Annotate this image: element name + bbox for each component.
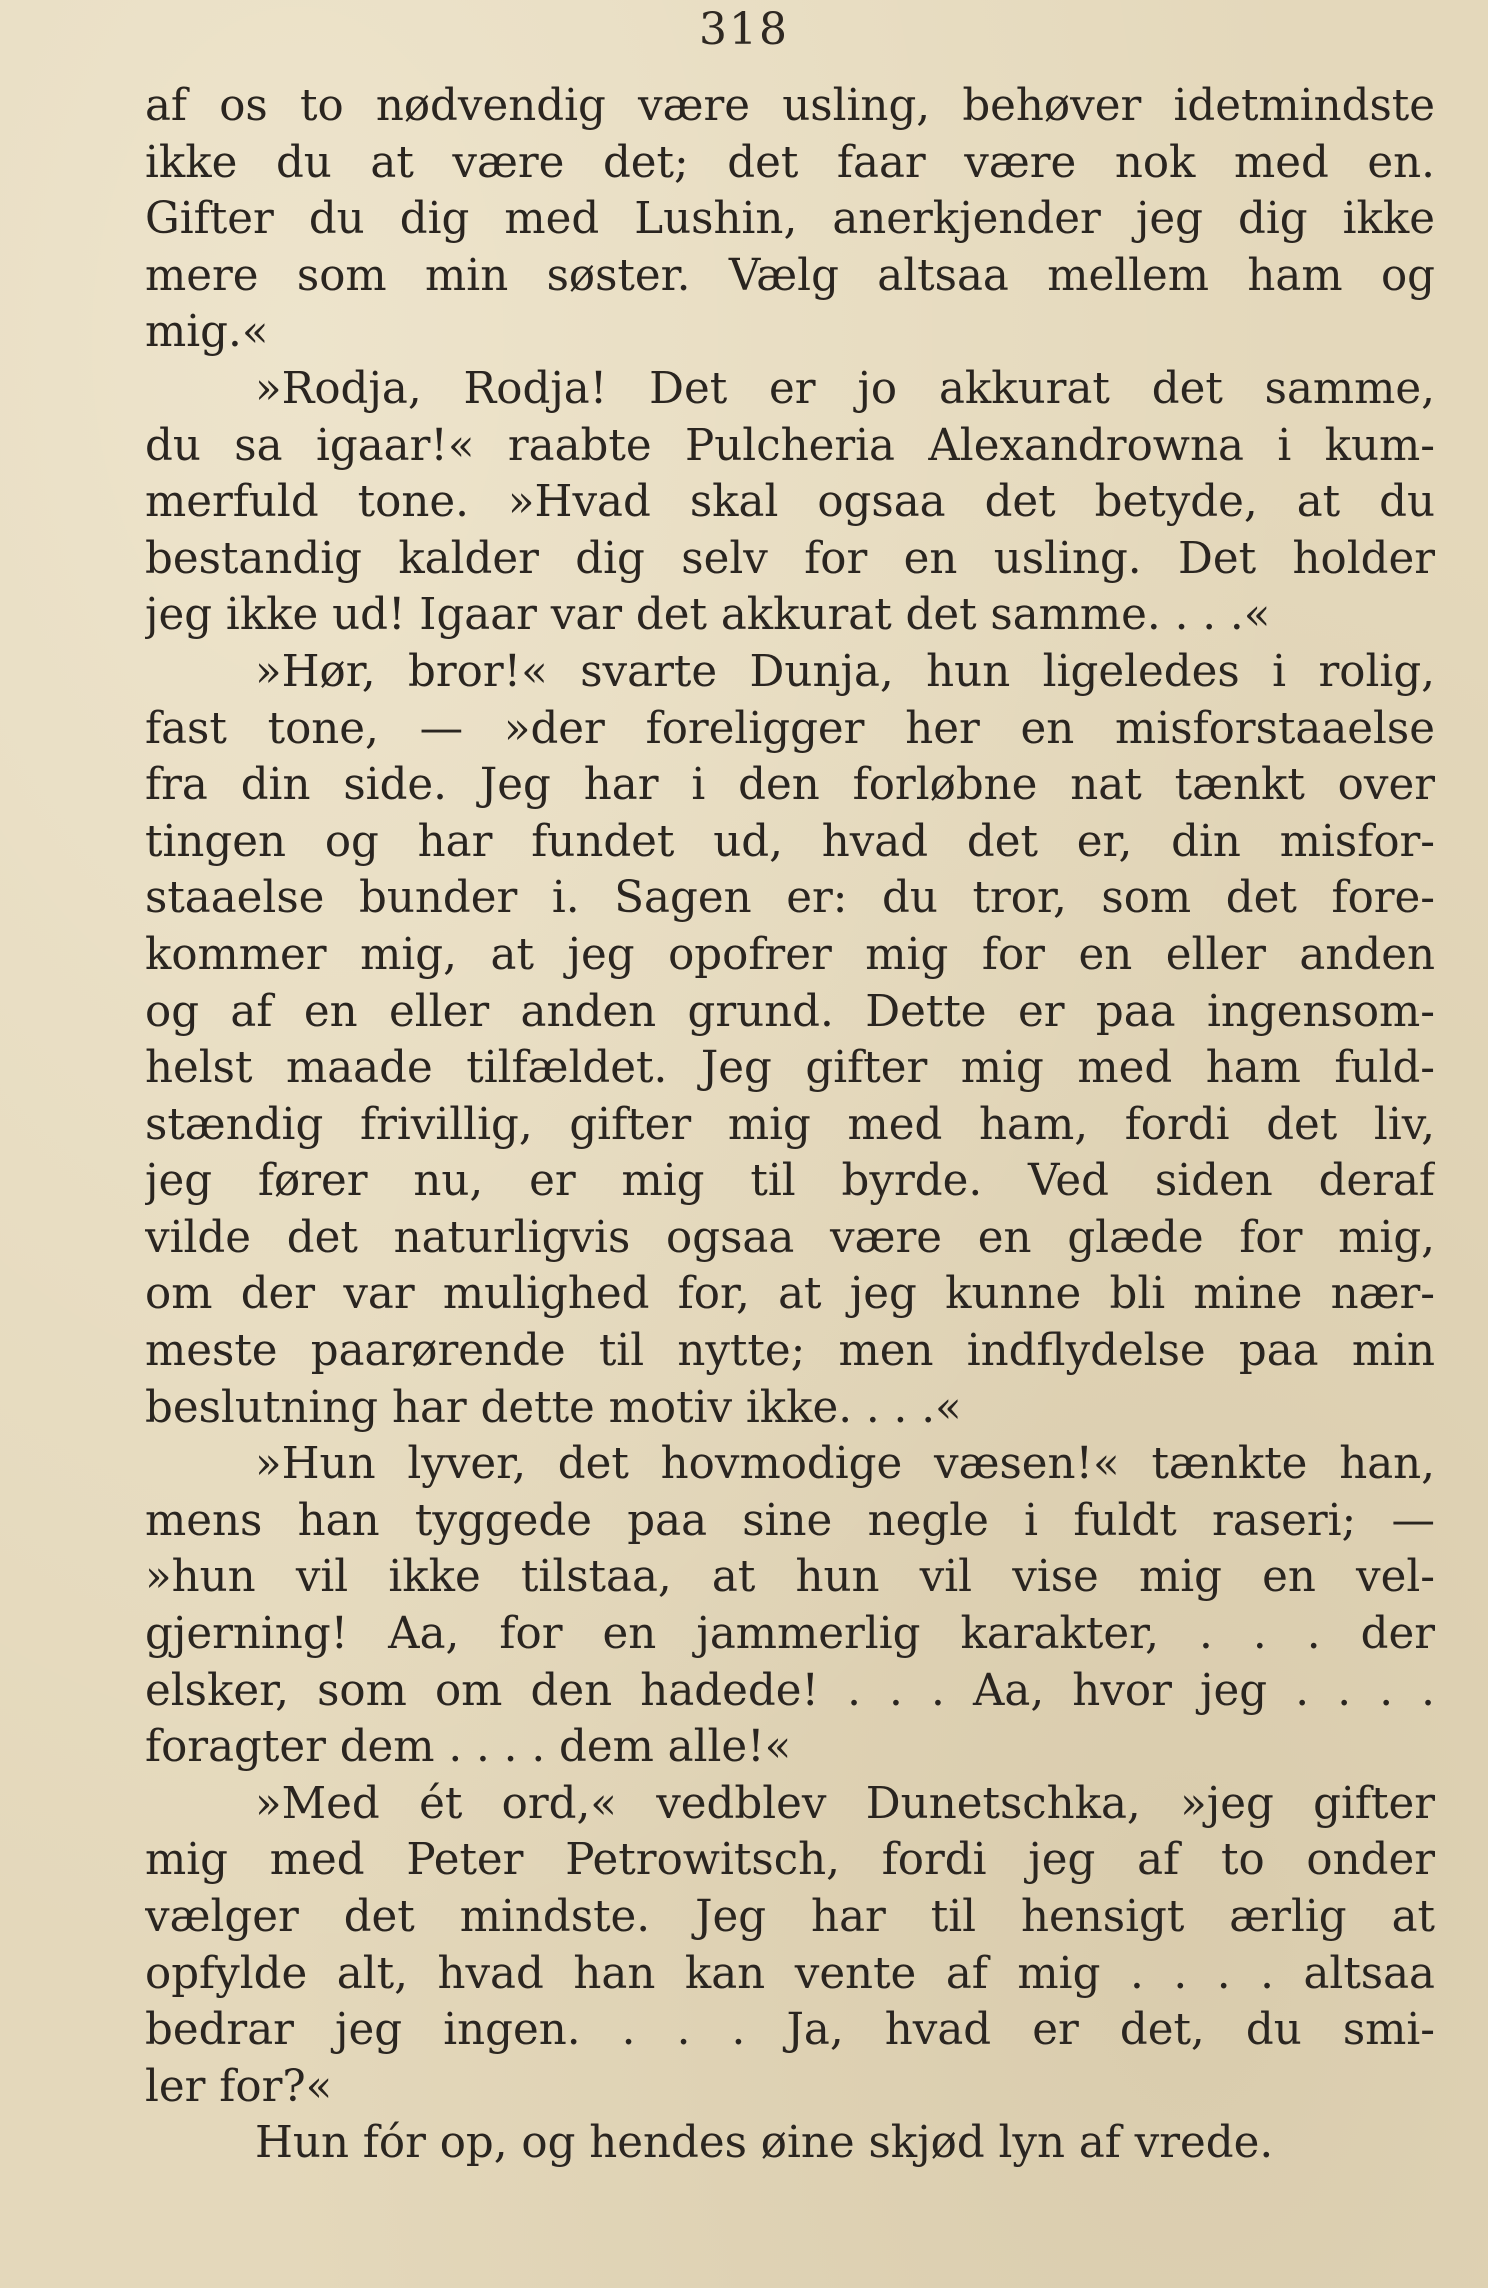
text-line: elsker, som om den hadede! . . . Aa, hvor jeg . . . . <box>145 1665 1435 1716</box>
text-line: mens han tyggede paa sine negle i fuldt raseri; — <box>145 1495 1435 1546</box>
text-line: om der var mulighed for, at jeg kunne bli mine nær- <box>145 1269 1435 1320</box>
text-line: meste paarørende til nytte; men indflydelse paa min <box>145 1326 1435 1377</box>
text-line: bedrar jeg ingen. . . . Ja, hvad er det, du smi- <box>145 2005 1435 2056</box>
text-line: »Hun lyver, det hovmodige væsen!« tænkte han, <box>255 1439 1435 1490</box>
text-line: mere som min søster. Vælg altsaa mellem ham og <box>145 250 1435 301</box>
text-line: jeg ikke ud! Igaar var det akkurat det samme. . . .« <box>145 590 1271 641</box>
text-line: kommer mig, at jeg opofrer mig for en eller anden <box>145 929 1435 980</box>
text-line: vilde det naturligvis ogsaa være en glæde for mig, <box>145 1212 1435 1263</box>
text-line: beslutning har dette motiv ikke. . . .« <box>145 1382 962 1433</box>
text-line: fast tone, — »der foreligger her en misforstaaelse <box>145 703 1435 754</box>
text-line: »Med ét ord,« vedblev Dunetschka, »jeg gifter <box>255 1778 1435 1829</box>
text-line: jeg fører nu, er mig til byrde. Ved siden deraf <box>145 1156 1435 1207</box>
text-line: helst maade tilfældet. Jeg gifter mig med ham fuld- <box>145 1043 1435 1094</box>
text-line: ler for?« <box>145 2061 333 2112</box>
page-number: 318 <box>699 4 789 55</box>
text-line: staaelse bunder i. Sagen er: du tror, som det fore- <box>145 873 1435 924</box>
text-line: ikke du at være det; det faar være nok med en. <box>145 137 1435 188</box>
text-line: mig med Peter Petrowitsch, fordi jeg af to onder <box>145 1835 1435 1886</box>
text-line: vælger det mindste. Jeg har til hensigt ærlig at <box>145 1892 1435 1942</box>
text-line: merfuld tone. »Hvad skal ogsaa det betyde, at du <box>145 477 1435 528</box>
text-line: »Hør, bror!« svarte Dunja, hun ligeledes i rolig, <box>255 646 1435 697</box>
text-line: bestandig kalder dig selv for en usling. Det holder <box>145 533 1435 584</box>
text-line: Hun fór op, og hendes øine skjød lyn af vrede. <box>255 2118 1274 2169</box>
text-line: gjerning! Aa, for en jammerlig karakter, . . . der <box>145 1609 1435 1660</box>
text-line: Gifter du dig med Lushin, anerkjender jeg dig ikke <box>145 194 1435 245</box>
text-line: og af en eller anden grund. Dette er paa ingensom- <box>145 986 1435 1037</box>
text-line: opfylde alt, hvad han kan vente af mig . . . . altsaa <box>145 1948 1435 1999</box>
text-line: du sa igaar!« raabte Pulcheria Alexandrowna i kum- <box>145 420 1435 471</box>
text-line: foragter dem . . . . dem alle!« <box>145 1722 792 1773</box>
text-line: fra din side. Jeg har i den forløbne nat tænkt over <box>145 760 1435 811</box>
text-line: tingen og har fundet ud, hvad det er, din misfor- <box>145 816 1435 867</box>
body-text <box>145 78 1435 2172</box>
text-line: »hun vil ikke tilstaa, at hun vil vise mig en vel- <box>145 1552 1435 1603</box>
text-line: stændig frivillig, gifter mig med ham, fordi det liv, <box>145 1099 1435 1150</box>
text-line: af os to nødvendig være usling, behøver idetmindste <box>145 81 1435 131</box>
text-line: »Rodja, Rodja! Det er jo akkurat det samme, <box>255 363 1435 414</box>
text-line: mig.« <box>145 307 269 358</box>
